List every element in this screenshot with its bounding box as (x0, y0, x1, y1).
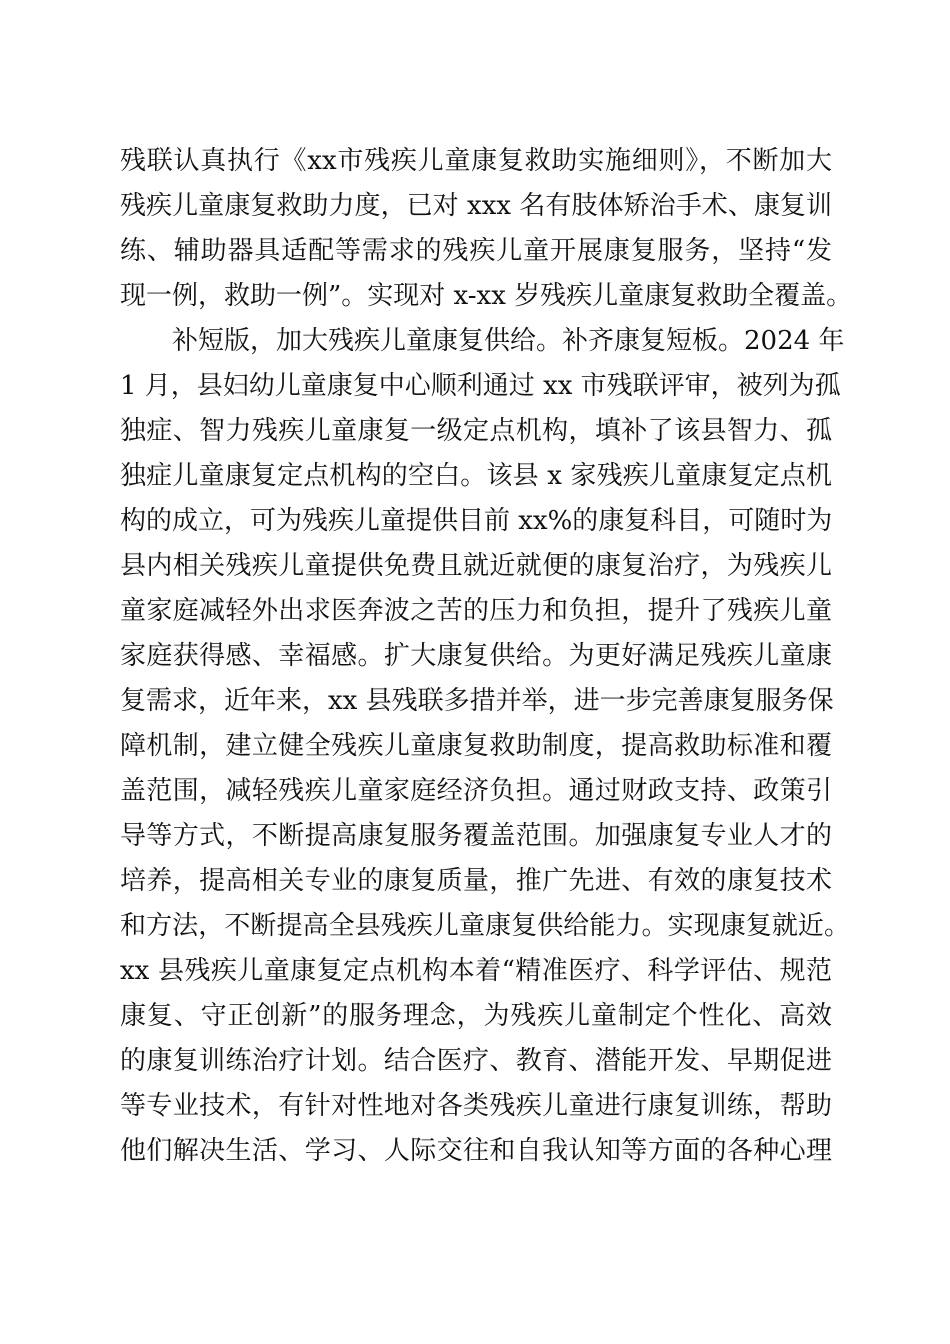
text-line: 1 月，县妇幼儿童康复中心顺利通过 xx 市残联评审，被列为孤 (120, 371, 841, 401)
text-line: 等专业技术，有针对性地对各类残疾儿童进行康复训练，帮助 (120, 1091, 832, 1121)
text-line: 盖范围，减轻残疾儿童家庭经济负担。通过财政支持、政策引 (120, 776, 832, 806)
text-line: 现一例，救助一例”。实现对 x-xx 岁残疾儿童康复救助全覆盖。 (120, 281, 853, 311)
text-line: 家庭获得感、幸福感。扩大康复供给。为更好满足残疾儿童康 (120, 641, 832, 671)
text-line: 复需求，近年来，xx 县残联多措并举，进一步完善康复服务保 (120, 686, 834, 716)
text-line: 县内相关残疾儿童提供免费且就近就便的康复治疗，为残疾儿 (120, 551, 832, 581)
text-line: 独症、智力残疾儿童康复一级定点机构，填补了该县智力、孤 (120, 416, 832, 446)
text-line: 的康复训练治疗计划。结合医疗、教育、潜能开发、早期促进 (120, 1046, 832, 1076)
text-line: 他们解决生活、学习、人际交往和自我认知等方面的各种心理 (120, 1136, 832, 1166)
text-line: 练、辅助器具适配等需求的残疾儿童开展康复服务，坚持“发 (120, 236, 832, 266)
text-line: 童家庭减轻外出求医奔波之苦的压力和负担，提升了残疾儿童 (120, 596, 832, 626)
document-body (120, 139, 853, 1174)
text-line: 培养，提高相关专业的康复质量，推广先进、有效的康复技术 (120, 866, 832, 896)
paragraph-start-line: 补短版，加大残疾儿童康复供给。补齐康复短板。2024 年 (172, 326, 845, 356)
text-line: 导等方式，不断提高康复服务覆盖范围。加强康复专业人才的 (120, 821, 832, 851)
text-line: 残疾儿童康复救助力度，已对 xxx 名有肢体矫治手术、康复训 (120, 191, 832, 221)
text-line: 构的成立，可为残疾儿童提供目前 xx%的康复科目，可随时为 (120, 506, 833, 536)
text-line: 障机制，建立健全残疾儿童康复救助制度，提高救助标准和覆 (120, 731, 832, 761)
text-line: 独症儿童康复定点机构的空白。该县 x 家残疾儿童康复定点机 (120, 461, 832, 491)
text-line: 康复、守正创新”的服务理念，为残疾儿童制定个性化、高效 (120, 1001, 832, 1031)
text-line: xx 县残疾儿童康复定点机构本着“精准医疗、科学评估、规范 (120, 956, 832, 986)
text-line: 和方法，不断提高全县残疾儿童康复供给能力。实现康复就近。 (120, 911, 850, 941)
text-line: 残联认真执行《xx市残疾儿童康复救助实施细则》，不断加大 (120, 146, 832, 176)
